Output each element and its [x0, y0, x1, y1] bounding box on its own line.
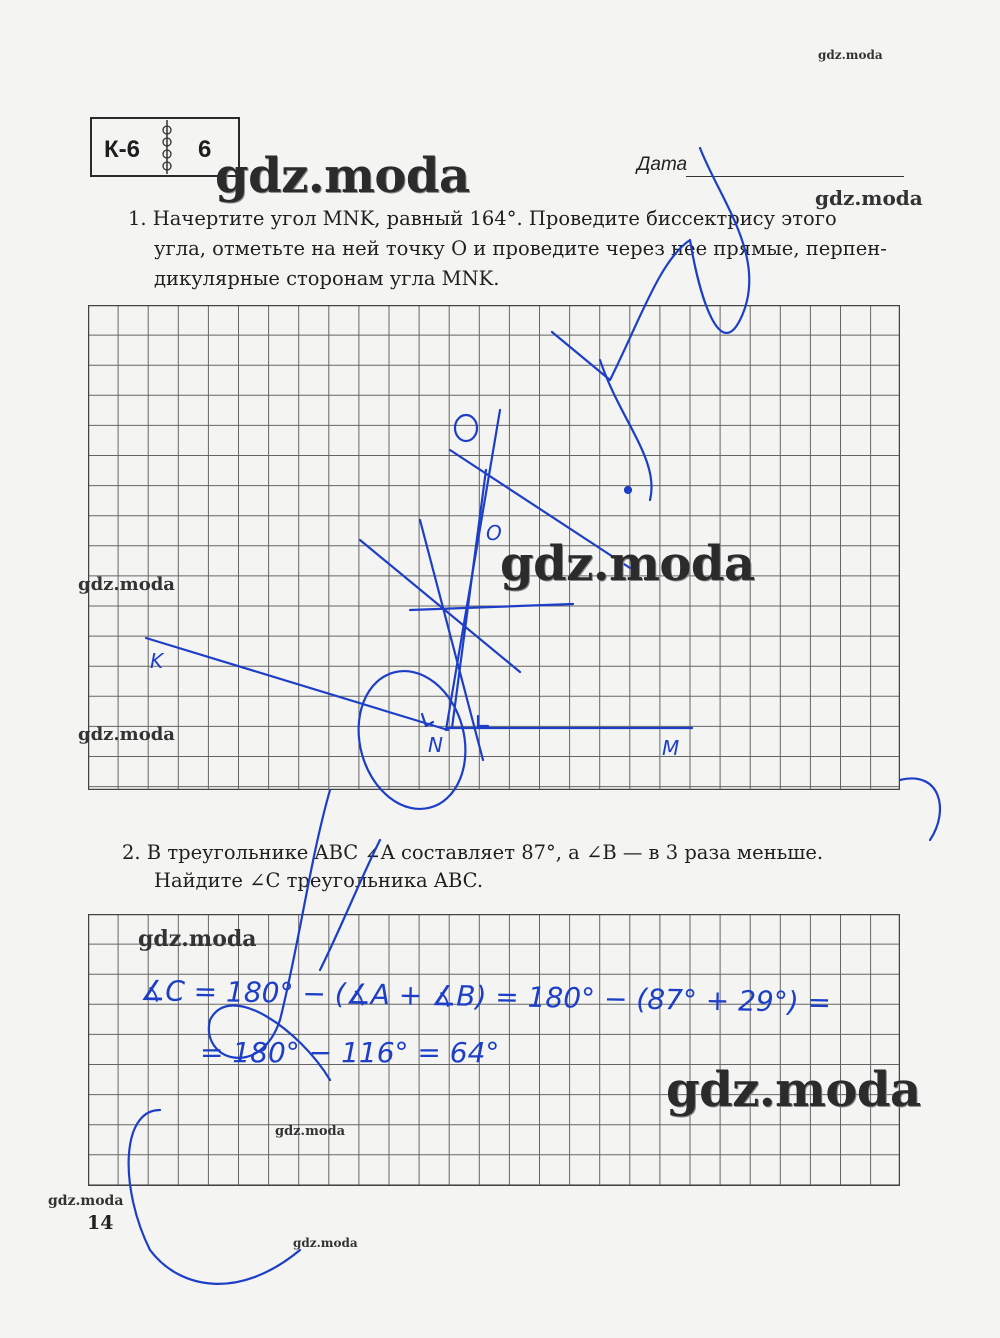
watermark-small-8: gdz.moda [293, 1236, 358, 1250]
page-number: 14 [87, 1212, 114, 1234]
watermark-small-2: gdz.moda [815, 186, 923, 210]
watermark-3: gdz.moda [666, 1062, 921, 1118]
ray-nk [146, 638, 448, 730]
circle-around-n [344, 659, 481, 821]
task1-text-line2: угла, отметьте на ней точку O и проведите через нее прямые, перпен- [154, 237, 887, 260]
watermark-small-5: gdz.moda [138, 926, 257, 952]
label-n: N [428, 733, 443, 757]
watermark-small-4: gdz.moda [78, 724, 175, 745]
bisector-2 [452, 470, 486, 728]
signature-bottom-2 [320, 840, 380, 970]
label-m: M [662, 736, 680, 760]
label-o-small: O [486, 521, 502, 545]
task2-text-line1: 2. В треугольнике ABC ∠A составляет 87°, а ∠B — в 3 раза меньше. [122, 841, 824, 864]
point-dot [625, 487, 631, 493]
signature-right [900, 778, 940, 840]
solution-line1: ∡C = 180° − (∡A + ∡B) = 180° − (87° + 29°) = [139, 974, 832, 1020]
watermark-1: gdz.moda [215, 148, 470, 204]
task2-text-line2: Найдите ∠C треугольника ABC. [154, 869, 484, 892]
watermark-2: gdz.moda [500, 536, 755, 592]
right-angle-mark-1 [422, 714, 433, 726]
label-k: K [150, 649, 164, 673]
point-o-circle [455, 415, 477, 441]
solution-line2: = 180° − 116° = 64° [200, 1036, 500, 1069]
task1-text-line1: 1. Начертите угол MNK, равный 164°. Проведите биссектрису этого [128, 207, 837, 230]
watermark-small-7: gdz.moda [48, 1193, 124, 1209]
variant-code: К-6 [104, 136, 140, 163]
watermark-small-6: gdz.moda [275, 1124, 346, 1139]
signature-top-2 [600, 360, 652, 500]
variant-number: 6 [198, 136, 212, 163]
signature-top [552, 148, 749, 380]
date-label: Дата [637, 154, 688, 175]
watermark-small-3: gdz.moda [78, 574, 175, 595]
watermark-small-1: gdz.moda [818, 48, 883, 62]
right-angle-mark-2 [478, 716, 488, 726]
perpendicular-2 [410, 604, 573, 610]
task1-text-line3: дикулярные сторонам угла MNK. [154, 267, 500, 290]
